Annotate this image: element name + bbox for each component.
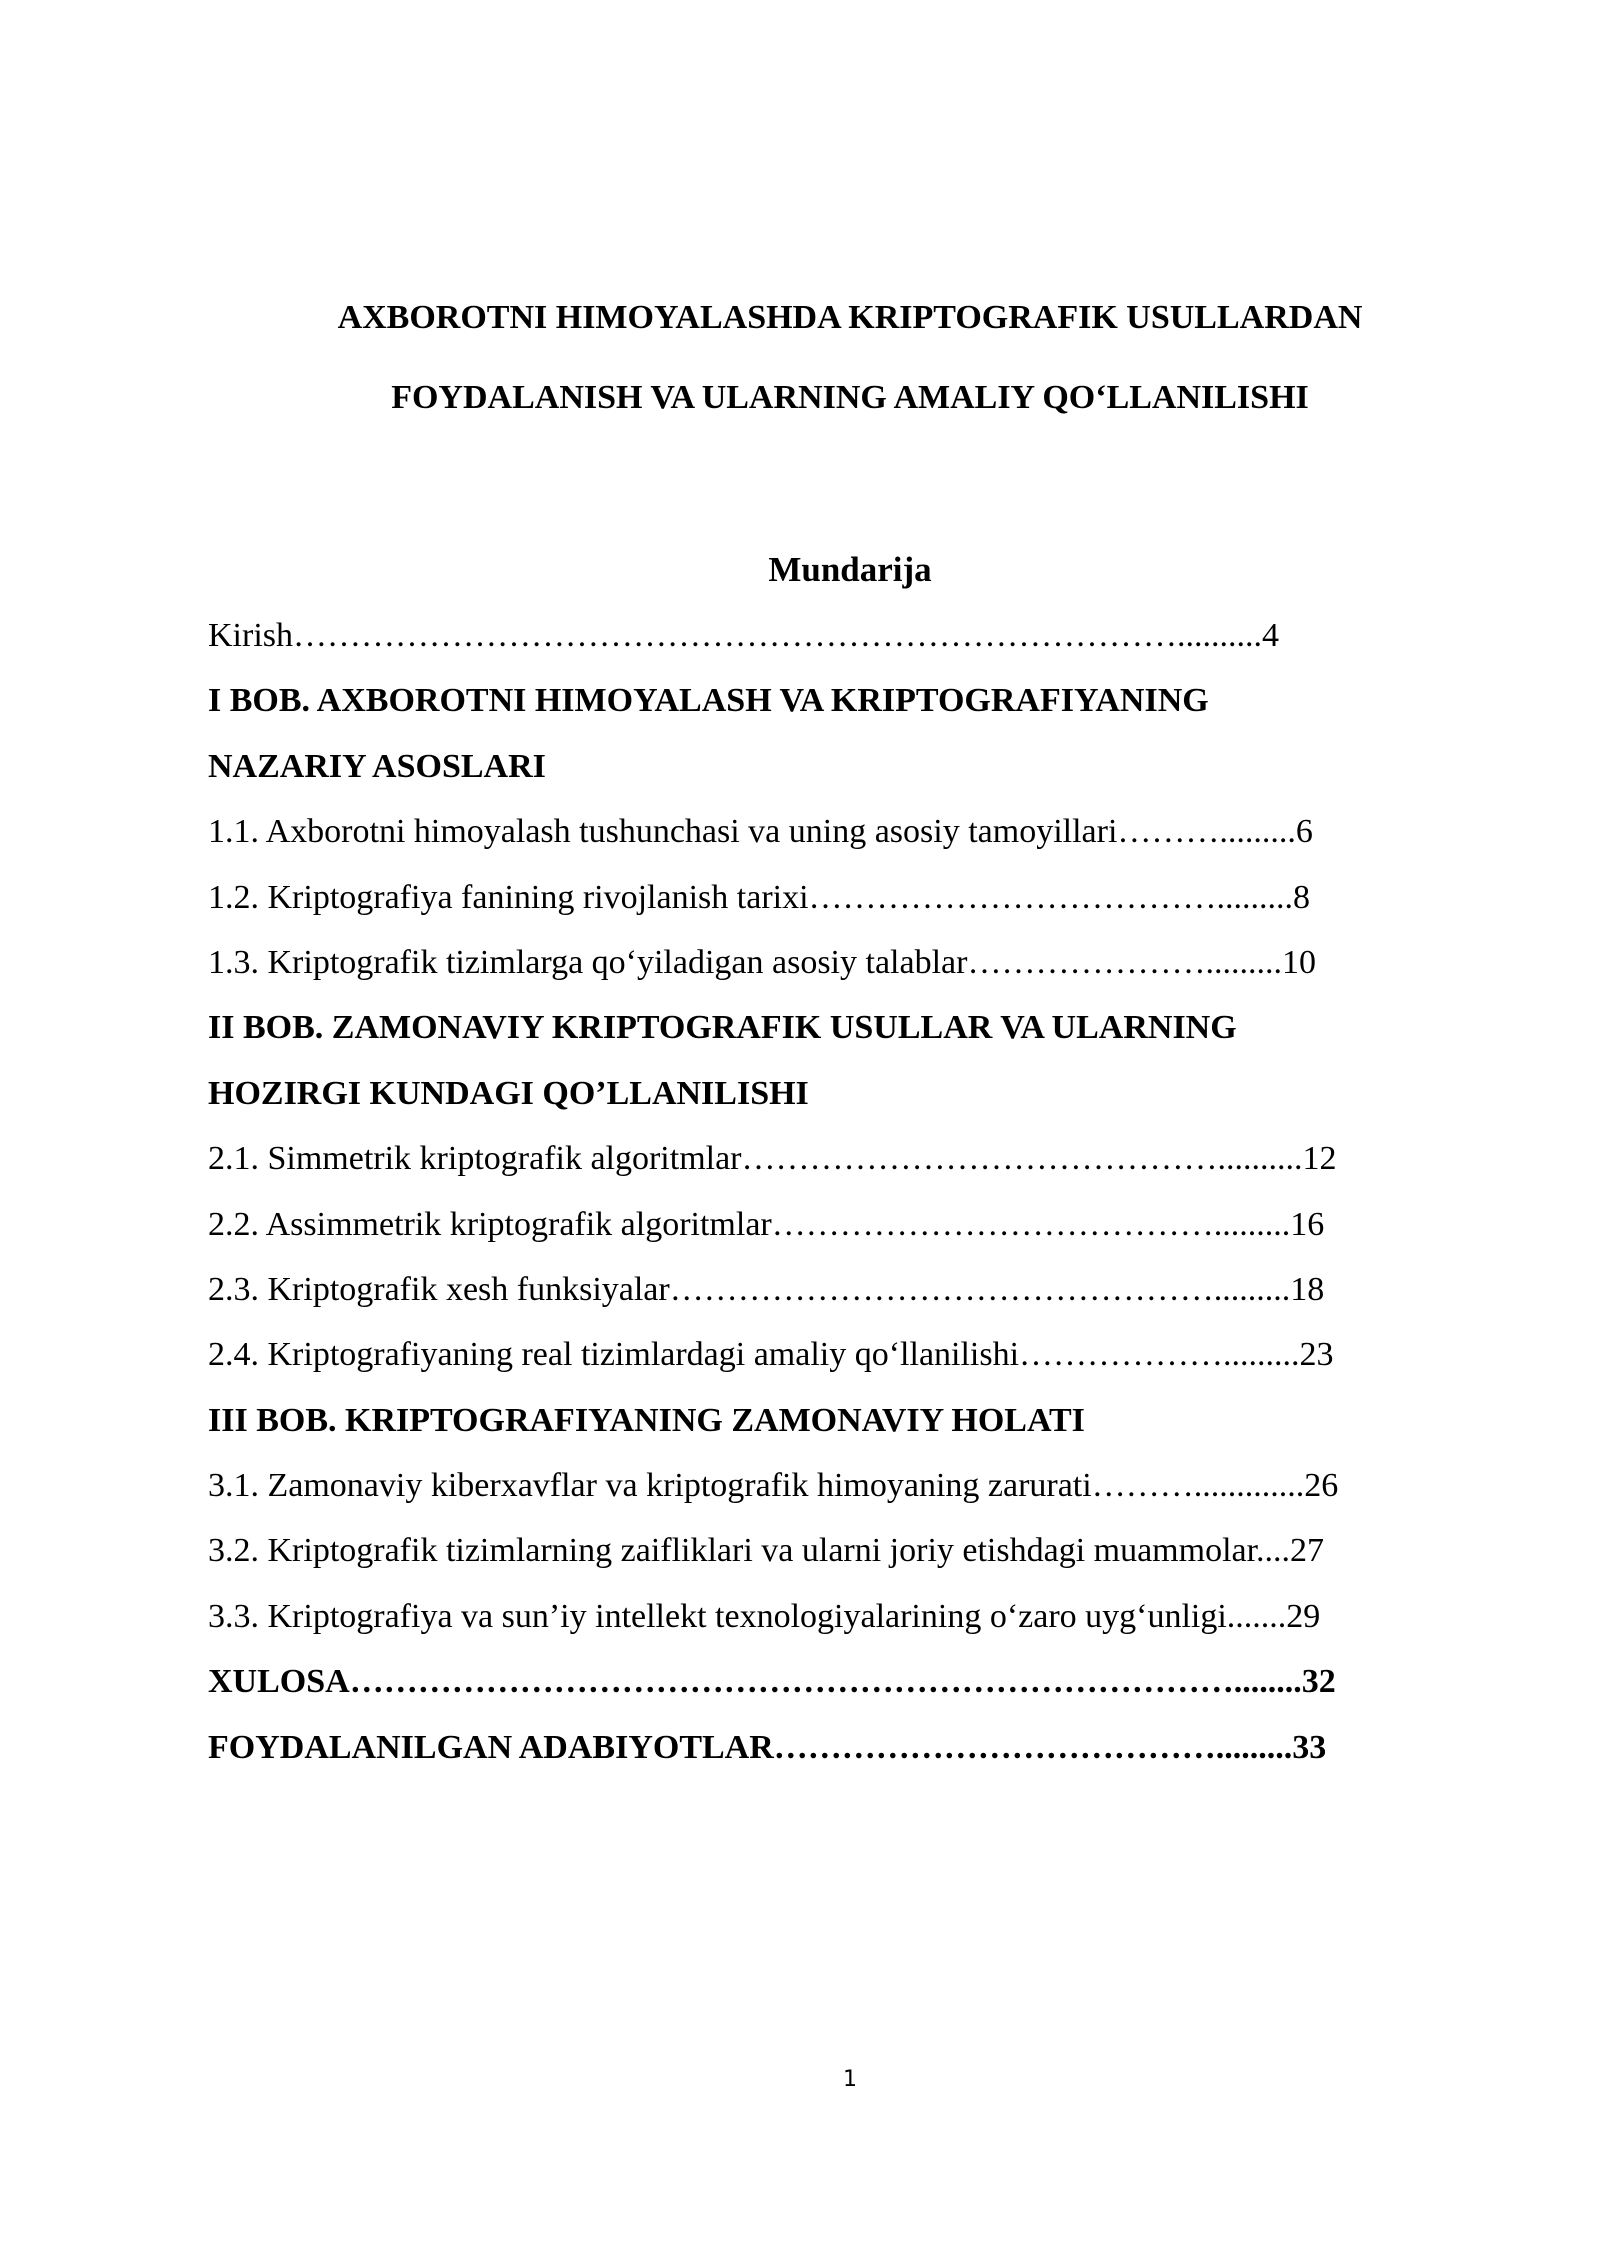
document-title (200, 278, 1500, 438)
toc-entry: 3.3. Kriptografiya va sun’iy intellekt texnologiyalarining o‘zaro uyg‘unligi.......29 (208, 1597, 1321, 1635)
toc-entry: Kirish……………………………………………………………………..........4 (208, 617, 1279, 654)
toc-section-heading: III BOB. KRIPTOGRAFIYANING ZAMONAVIY HOLATI (208, 1401, 1085, 1439)
toc-entry: 2.2. Assimmetrik kriptografik algoritmlar………………………………….........16 (208, 1205, 1325, 1243)
toc-entry: 2.4. Kriptografiyaning real tizimlardagi amaliy qo‘llanilishi……………….........23 (208, 1336, 1334, 1374)
toc-section-heading: I BOB. AXBOROTNI HIMOYALASH VA KRIPTOGRAFIYANING (208, 682, 1209, 720)
toc-entry: 2.3. Kriptografik xesh funksiyalar………………………………………….........18 (208, 1270, 1325, 1308)
toc-section-heading: XULOSA……………………………………………………………………........32 (208, 1663, 1336, 1701)
toc-section-heading: FOYDALANILGAN ADABIYOTLAR………………………………….........33 (208, 1728, 1327, 1766)
toc-entry: 1.3. Kriptografik tizimlarga qo‘yiladigan asosiy talablar………………….........10 (208, 943, 1316, 981)
document-title-line: FOYDALANISH VA ULARNING AMALIY QO‘LLANILISHI (391, 379, 1309, 416)
toc-entry: 3.1. Zamonaviy kiberxavflar va kriptografik himoyaning zarurati……….............26 (208, 1467, 1339, 1505)
page-number: 1 (843, 2067, 857, 2092)
toc-entry: 1.2. Kriptografiya fanining rivojlanish tarixi……………………………….........8 (208, 878, 1311, 916)
toc-entry: 3.2. Kriptografik tizimlarning zaifliklari va ularni joriy etishdagi muammolar....27 (208, 1532, 1325, 1570)
toc-entry: 2.1. Simmetrik kriptografik algoritmlar……………………………………..........12 (208, 1140, 1337, 1178)
table-of-contents (208, 603, 1508, 1780)
document-title-line: AXBOROTNI HIMOYALASHDA KRIPTOGRAFIK USULLARDAN (337, 299, 1363, 336)
toc-heading: Mundarija (768, 550, 932, 589)
toc-section-heading: HOZIRGI KUNDAGI QO’LLANILISHI (208, 1074, 809, 1112)
toc-section-heading: NAZARIY ASOSLARI (208, 747, 546, 785)
toc-section-heading: II BOB. ZAMONAVIY KRIPTOGRAFIK USULLAR VA ULARNING (208, 1009, 1237, 1047)
toc-entry: 1.1. Axborotni himoyalash tushunchasi va uning asosiy tamoyillari……….........6 (208, 813, 1313, 851)
